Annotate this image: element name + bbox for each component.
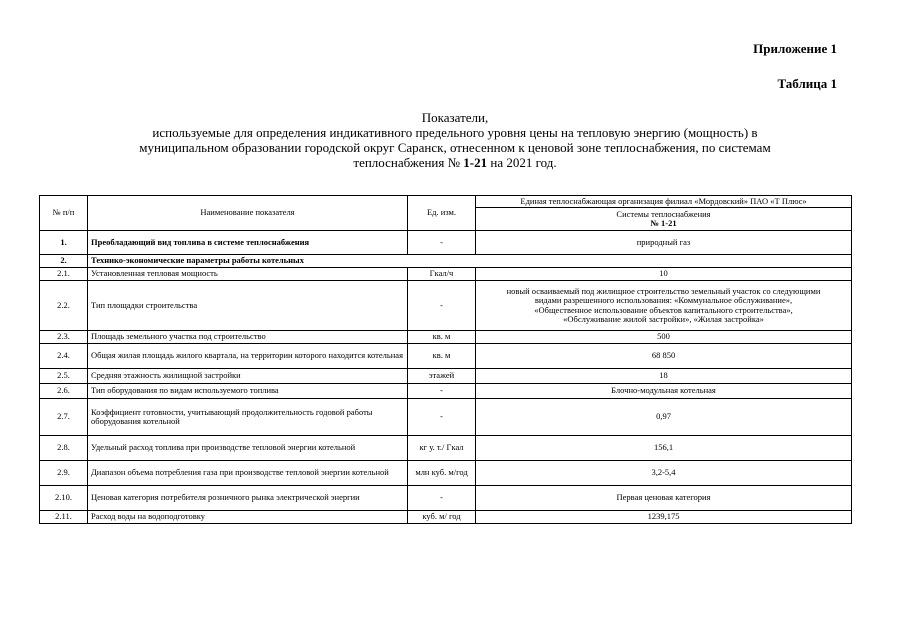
table-row: [40, 511, 852, 524]
row-number: 2.11.: [40, 511, 88, 524]
table-number-label: Таблица 1: [777, 76, 837, 91]
row-name: Общая жилая площадь жилого квартала, на территории которого находится котельная: [88, 344, 408, 369]
row-unit: кг у. т./ Гкал: [408, 436, 476, 461]
row-value-line: новый осваиваемый под жилищное строительство земельный участок со следующими: [506, 285, 821, 296]
header-systems-number: № 1-21: [650, 218, 677, 228]
row-unit: куб. м/ год: [408, 511, 476, 524]
row-value-line: «Обслуживание жилой застройки», «Жилая застройка»: [563, 314, 764, 324]
row-unit: этажей: [408, 369, 476, 384]
row-number: 2.2.: [40, 281, 88, 331]
row-name: Площадь земельного участка под строительство: [88, 331, 408, 344]
heading-line-3: муниципальном образовании городской округ Саранск, отнесенном к ценовой зоне теплоснабжения, по системам: [139, 140, 771, 155]
table-row: [40, 384, 852, 399]
row-number: 2.7.: [40, 399, 88, 436]
row-value-line: видами разрешенного использования: «Коммунальное обслуживание»,: [534, 295, 793, 305]
row-unit: -: [408, 486, 476, 511]
row-name: Тип оборудования по видам используемого топлива: [88, 384, 408, 399]
row-value: природный газ: [476, 231, 852, 255]
heading-line-2: используемые для определения индикативного предельного уровня цены на тепловую энергию (мощность) в: [152, 125, 758, 140]
row-unit: Гкал/ч: [408, 268, 476, 281]
row-number: 1.: [40, 231, 88, 255]
heading-line-4-post: на 2021 год.: [490, 155, 557, 170]
row-value: Первая ценовая категория: [476, 486, 852, 511]
section-title: Технико-экономические параметры работы котельных: [88, 255, 852, 268]
row-value: [476, 281, 852, 331]
header-systems: [476, 208, 852, 231]
row-unit: кв. м: [408, 344, 476, 369]
table-row: [40, 268, 852, 281]
table-section-row: [40, 255, 852, 268]
header-systems-label: Системы теплоснабжения: [616, 208, 711, 219]
heading-line-1: Показатели,: [421, 110, 489, 125]
row-value: 156,1: [476, 436, 852, 461]
row-name: Диапазон объема потребления газа при производстве тепловой энергии котельной: [88, 461, 408, 486]
header-col-unit: Ед. изм.: [408, 196, 476, 231]
row-value-line: «Общественное использование объектов капитального строительства»,: [534, 304, 793, 315]
table-row: [40, 331, 852, 344]
row-number: 2.4.: [40, 344, 88, 369]
row-name: Средняя этажность жилищной застройки: [88, 369, 408, 384]
header-col-name: Наименование показателя: [88, 196, 408, 231]
row-number: 2.1.: [40, 268, 88, 281]
header-organization: Единая теплоснабжающая организация филиал «Мордовский» ПАО «Т Плюс»: [476, 196, 852, 208]
table-row: [40, 344, 852, 369]
row-unit: -: [408, 384, 476, 399]
indicators-table: [39, 195, 852, 524]
document-heading: [60, 110, 850, 170]
table-row: [40, 461, 852, 486]
row-value: 10: [476, 268, 852, 281]
row-unit: -: [408, 231, 476, 255]
row-unit: -: [408, 399, 476, 436]
row-number: 2.5.: [40, 369, 88, 384]
row-name: Тип площадки строительства: [88, 281, 408, 331]
row-value: 18: [476, 369, 852, 384]
row-number: 2.9.: [40, 461, 88, 486]
table-row: [40, 436, 852, 461]
row-number: 2.: [40, 255, 88, 268]
row-name: Установленная тепловая мощность: [88, 268, 408, 281]
header-row-org: [40, 196, 852, 208]
appendix-label: Приложение 1: [753, 41, 837, 56]
row-name: Расход воды на водоподготовку: [88, 511, 408, 524]
row-number: 2.10.: [40, 486, 88, 511]
table-row: [40, 281, 852, 331]
header-col-number: № п/п: [40, 196, 88, 231]
row-name: Ценовая категория потребителя розничного рынка электрической энергии: [88, 486, 408, 511]
row-value: 0,97: [476, 399, 852, 436]
row-name: Коэффициент готовности, учитывающий продолжительность годовой работы оборудования котельной: [88, 399, 408, 436]
table-row: [40, 231, 852, 255]
row-value: 3,2-5,4: [476, 461, 852, 486]
row-unit: -: [408, 281, 476, 331]
table-row: [40, 486, 852, 511]
row-value: 1239,175: [476, 511, 852, 524]
row-number: 2.3.: [40, 331, 88, 344]
row-number: 2.6.: [40, 384, 88, 399]
heading-systems-number: 1-21: [463, 155, 488, 170]
row-number: 2.8.: [40, 436, 88, 461]
row-name: Преобладающий вид топлива в системе теплоснабжения: [88, 231, 408, 255]
table-row: [40, 399, 852, 436]
heading-line-4-pre: теплоснабжения №: [353, 155, 461, 170]
table-row: [40, 369, 852, 384]
row-value: 68 850: [476, 344, 852, 369]
heading-line-4: [60, 155, 850, 170]
row-unit: кв. м: [408, 331, 476, 344]
row-value: 500: [476, 331, 852, 344]
row-name: Удельный расход топлива при производстве тепловой энергии котельной: [88, 436, 408, 461]
row-value: Блочно-модульная котельная: [476, 384, 852, 399]
row-unit: млн куб. м/год: [408, 461, 476, 486]
